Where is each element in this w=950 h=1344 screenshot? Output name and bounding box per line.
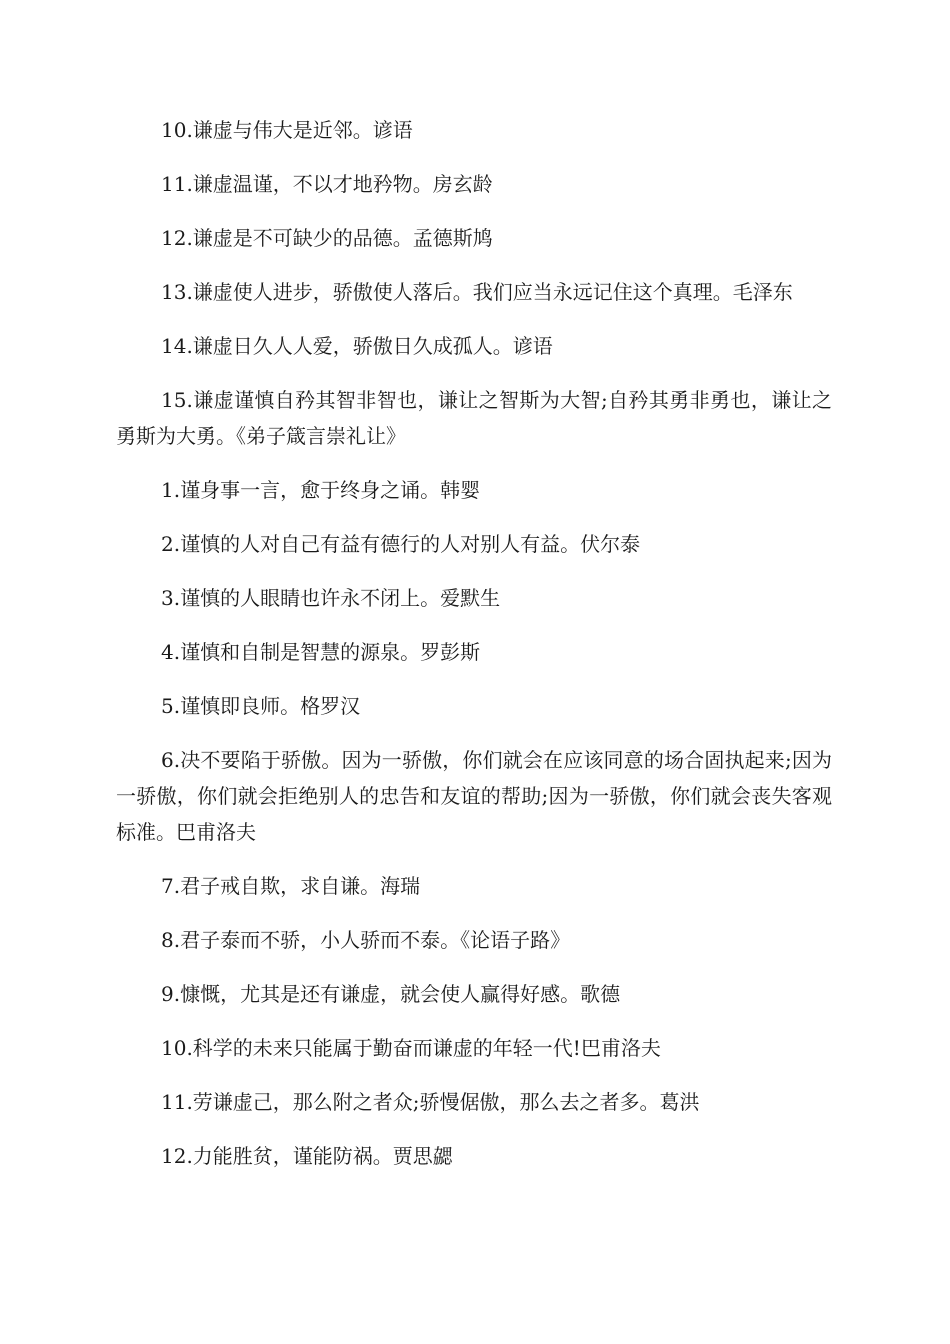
quote-paragraph: 10.科学的未来只能属于勤奋而谦虚的年轻一代!巴甫洛夫 <box>161 1036 661 1060</box>
quote-paragraph: 5.谨慎即良师。格罗汉 <box>161 694 361 718</box>
quote-paragraph: 3.谨慎的人眼睛也许永不闭上。爱默生 <box>161 586 501 610</box>
quote-paragraph: 4.谨慎和自制是智慧的源泉。罗彭斯 <box>161 640 481 664</box>
quote-paragraph: 12.力能胜贫，谨能防祸。贾思勰 <box>161 1144 453 1168</box>
quote-paragraph: 2.谨慎的人对自己有益有德行的人对别人有益。伏尔泰 <box>161 532 641 556</box>
quote-paragraph: 9.慷慨，尤其是还有谦虚，就会使人赢得好感。歌德 <box>161 982 621 1006</box>
quote-paragraph: 13.谦虚使人进步，骄傲使人落后。我们应当永远记住这个真理。毛泽东 <box>161 280 793 304</box>
quote-paragraph: 7.君子戒自欺，求自谦。海瑞 <box>161 874 421 898</box>
quote-paragraph: 11.劳谦虚己，那么附之者众;骄慢倨傲，那么去之者多。葛洪 <box>161 1090 700 1114</box>
quote-paragraph: 14.谦虚日久人人爱，骄傲日久成孤人。谚语 <box>161 334 553 358</box>
quote-paragraph: 11.谦虚温谨，不以才地矜物。房玄龄 <box>161 172 493 196</box>
quote-paragraph: 1.谨身事一言，愈于终身之诵。韩婴 <box>161 478 481 502</box>
document-body <box>116 112 832 1192</box>
quote-paragraph: 15.谦虚谨慎自矜其智非智也，谦让之智斯为大智;自矜其勇非勇也，谦让之勇斯为大勇。《弟子箴言崇礼让》 <box>116 388 832 448</box>
quote-paragraph: 8.君子泰而不骄，小人骄而不泰。《论语子路》 <box>161 928 571 952</box>
quote-paragraph: 6.决不要陷于骄傲。因为一骄傲，你们就会在应该同意的场合固执起来;因为一骄傲，你们就会拒绝别人的忠告和友谊的帮助;因为一骄傲，你们就会丧失客观标准。巴甫洛夫 <box>116 748 832 844</box>
quote-paragraph: 10.谦虚与伟大是近邻。谚语 <box>161 118 413 142</box>
quote-paragraph: 12.谦虚是不可缺少的品德。孟德斯鸠 <box>161 226 493 250</box>
